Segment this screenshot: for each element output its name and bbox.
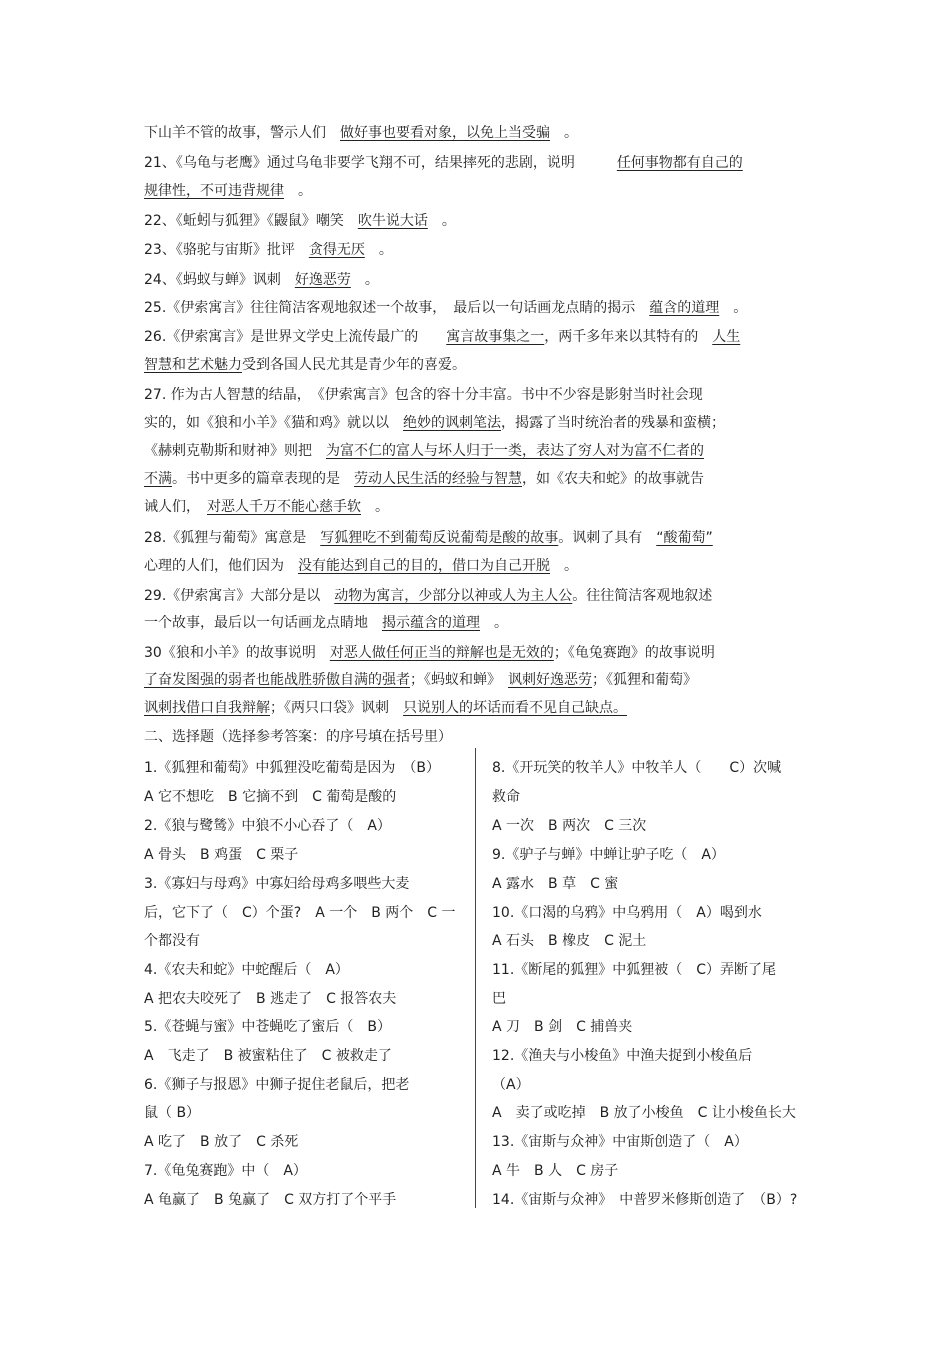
question-text: 29.《伊索寓言》大部分是以 <box>144 588 335 604</box>
fill-in-line <box>144 240 824 260</box>
question-text: 。 <box>480 615 508 631</box>
answer-text: 规律性，不可违背规律 <box>144 183 284 199</box>
choice-line: 7.《龟兔赛跑》中（ A） <box>144 1163 307 1179</box>
choice-line: A 露水 B 草 C 蜜 <box>492 876 619 892</box>
fill-in-line <box>144 643 824 663</box>
question-text: 21、《乌龟与老鹰》通过乌龟非要学飞翔不可，结果摔死的悲剧，说明 <box>144 155 617 171</box>
answer-text: 绝妙的讽刺笔法 <box>403 415 501 431</box>
question-text: 。 <box>364 242 393 258</box>
fill-in-line <box>144 298 824 318</box>
choice-line: A 刀 B 剑 C 捕兽夹 <box>492 1019 633 1035</box>
question-text: 。 <box>350 272 379 288</box>
question-text: ；《狐狸和葡萄》 <box>592 672 697 688</box>
choice-line: 2.《狼与鹭鸶》中狼不小心吞了（ A） <box>144 818 391 834</box>
question-text: 诫人们， <box>144 499 207 515</box>
choice-line: 鼠（ B） <box>144 1105 201 1121</box>
fill-in-line <box>144 123 824 143</box>
column-divider <box>475 748 476 1208</box>
question-text: 。 <box>284 183 312 199</box>
choice-line: （A） <box>492 1077 530 1093</box>
choice-line: A 吃了 B 放了 C 杀死 <box>144 1134 299 1150</box>
choice-line: 5.《苍蝇与蜜》中苍蝇吃了蜜后（ B） <box>144 1019 391 1035</box>
choice-line: 3.《寡妇与母鸡》中寡妇给母鸡多喂些大麦 <box>144 876 410 892</box>
answer-text: 劳动人民生活的经验与智慧 <box>354 471 522 487</box>
answer-text: 写狐狸吃不到葡萄反说葡萄是酸的故事 <box>320 530 559 546</box>
choice-line: 12.《渔夫与小梭鱼》中渔夫捉到小梭鱼后 <box>492 1048 753 1064</box>
fill-in-line <box>144 441 824 461</box>
answer-text: 对恶人做任何正当的辩解也是无效的 <box>329 645 554 661</box>
choice-line: A 飞走了 B 被蜜粘住了 C 被救走了 <box>144 1048 392 1064</box>
answer-text: 动物为寓言，少部分以神或人为主人公 <box>334 588 573 604</box>
answer-text: “酸葡萄” <box>656 530 713 546</box>
fill-in-line <box>144 698 824 718</box>
answer-text: 对恶人千万不能心慈手软 <box>207 499 361 515</box>
choice-line: 6.《狮子与报恩》中狮子捉住老鼠后，把老 <box>144 1077 410 1093</box>
choice-line: A 石头 B 橡皮 C 泥土 <box>492 933 647 949</box>
question-text: 。 <box>361 499 389 515</box>
question-text: ；《龟兔赛跑》的故事说明 <box>553 645 715 661</box>
question-text: ，揭露了当时统治者的残暴和蛮横； <box>501 415 725 431</box>
choice-line: 后，它下了（ C）个蛋? A 一个 B 两个 C 一 <box>144 905 456 921</box>
question-text: 受到各国人民尤其是青少年的喜爱。 <box>242 357 466 373</box>
question-text: 22、《蚯蚓与狐狸》《鼹鼠》嘲笑 <box>144 213 358 229</box>
fill-in-line <box>144 153 824 173</box>
question-text: 《赫剌克勒斯和财神》则把 <box>144 443 326 459</box>
question-text: ；《两只口袋》讽刺 <box>270 700 403 716</box>
answer-text: 了奋发图强的弱者也能战胜骄傲自满的强者 <box>144 672 410 688</box>
answer-text: 没有能达到自己的目的，借口为自己开脱 <box>298 558 550 574</box>
fill-in-line <box>144 586 824 606</box>
fill-in-line <box>144 613 824 633</box>
question-text: 下山羊不管的故事，警示人们 <box>144 125 340 141</box>
fill-in-line <box>144 211 824 231</box>
answer-text: 任何事物都有自己的 <box>616 155 743 171</box>
answer-text: 为富不仁的富人与坏人归于一类，表达了穷人对为富不仁者的 <box>326 443 704 459</box>
question-text: 。书中更多的篇章表现的是 <box>172 471 354 487</box>
question-text: 实的，如《狼和小羊》《猫和鸡》就以以 <box>144 415 403 431</box>
question-text: 24、《蚂蚁与蝉》讽刺 <box>144 272 295 288</box>
choice-line: 14.《宙斯与众神》 中普罗米修斯创造了 （B）? <box>492 1192 798 1208</box>
answer-text: 好逸恶劳 <box>294 272 351 288</box>
question-text: 一个故事，最后以一句话画龙点睛地 <box>144 615 382 631</box>
fill-in-line <box>144 497 824 517</box>
question-text: 。 <box>427 213 456 229</box>
answer-text: 吹牛说大话 <box>357 213 428 229</box>
question-text: 。 <box>550 558 578 574</box>
fill-in-line <box>144 385 824 405</box>
answer-text: 讽刺好逸恶劳 <box>508 672 592 688</box>
fill-in-line <box>144 181 824 201</box>
question-text: ；《蚂蚁和蝉》 <box>410 672 508 688</box>
answer-text: 讽刺找借口自我辩解 <box>144 700 270 716</box>
choice-line: 4.《农夫和蛇》中蛇醒后（ A） <box>144 962 349 978</box>
choice-line: 13.《宙斯与众神》中宙斯创造了（ A） <box>492 1134 748 1150</box>
choice-line: 10.《口渴的乌鸦》中乌鸦用（ A）喝到水 <box>492 905 762 921</box>
question-text: ，如《农夫和蛇》的故事就告 <box>522 471 704 487</box>
fill-in-line <box>144 670 824 690</box>
choice-line: A 牛 B 人 C 房子 <box>492 1163 619 1179</box>
answer-text: 不满 <box>144 471 172 487</box>
question-text: 。讽刺了具有 <box>558 530 657 546</box>
fill-in-line <box>144 327 824 347</box>
choice-line: A 它不想吃 B 它摘不到 C 葡萄是酸的 <box>144 789 397 805</box>
choice-line: 9.《驴子与蝉》中蝉让驴子吃（ A） <box>492 847 725 863</box>
section-title: 二、选择题（选择参考答案：的序号填在括号里） <box>144 729 452 745</box>
fill-in-line <box>144 413 824 433</box>
question-text: 。 <box>719 300 748 316</box>
choice-line: 救命 <box>492 789 520 805</box>
answer-text: 人生 <box>712 329 741 345</box>
question-text: 28.《狐狸与葡萄》寓意是 <box>144 530 321 546</box>
choice-line: A 骨头 B 鸡蛋 C 栗子 <box>144 847 299 863</box>
fill-in-line <box>144 469 824 489</box>
question-text: ，两千多年来以其特有的 <box>544 329 713 345</box>
choice-line: A 龟赢了 B 兔赢了 C 双方打了个平手 <box>144 1192 397 1208</box>
answer-text: 智慧和艺术魅力 <box>144 357 242 373</box>
question-text: 23、《骆驼与宙斯》批评 <box>144 242 309 258</box>
choice-line: 个都没有 <box>144 933 200 949</box>
question-text: 30《狼和小羊》的故事说明 <box>144 645 330 661</box>
question-text: 心理的人们，他们因为 <box>144 558 298 574</box>
question-text: 27. 作为古人智慧的结晶， 《伊索寓言》包含的容十分丰富。书中不少容是影射当时社会现 <box>144 387 703 403</box>
choice-line: 8.《开玩笑的牧羊人》中牧羊人（ C）次喊 <box>492 760 782 776</box>
question-text: 。 <box>550 125 578 141</box>
choice-line: 巴 <box>492 991 506 1007</box>
answer-text: 贪得无厌 <box>308 242 365 258</box>
fill-in-line <box>144 270 824 290</box>
choice-line: A 把农夫咬死了 B 逃走了 C 报答农夫 <box>144 991 397 1007</box>
choice-line: 1.《狐狸和葡萄》中狐狸没吃葡萄是因为 （B） <box>144 760 440 776</box>
answer-text: 蕴含的道理 <box>649 300 720 316</box>
question-text: 。往往简洁客观地叙述 <box>572 588 713 604</box>
choice-line: A 一次 B 两次 C 三次 <box>492 818 647 834</box>
answer-text: 揭示蕴含的道理 <box>382 615 480 631</box>
answer-text: 做好事也要看对象，以免上当受骗 <box>340 125 550 141</box>
fill-in-line <box>144 556 824 576</box>
question-text: 25.《伊索寓言》往往简洁客观地叙述一个故事， 最后以一句话画龙点睛的揭示 <box>144 300 650 316</box>
answer-text: 只说别人的坏话而看不见自己缺点。 <box>403 700 627 716</box>
fill-in-line <box>144 528 824 548</box>
answer-text: 寓言故事集之一 <box>446 329 545 345</box>
question-text: 26.《伊索寓言》是世界文学史上流传最广的 <box>144 329 447 345</box>
choice-line: A 卖了或吃掉 B 放了小梭鱼 C 让小梭鱼长大 <box>492 1105 796 1121</box>
fill-in-line <box>144 355 824 375</box>
choice-line: 11.《断尾的狐狸》中狐狸被（ C）弄断了尾 <box>492 962 777 978</box>
